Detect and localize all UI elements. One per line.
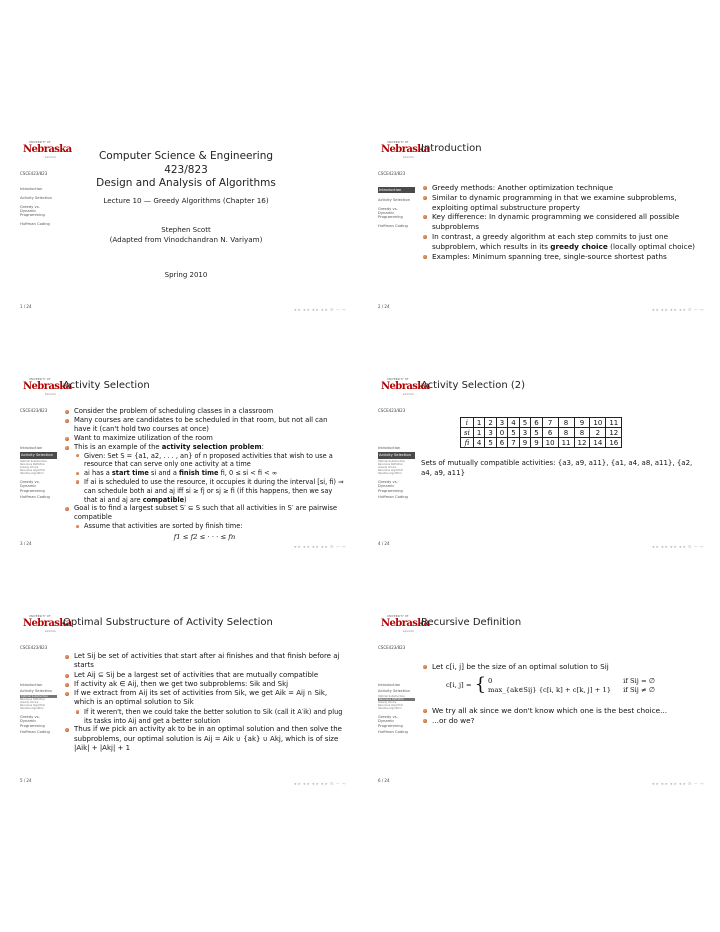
bullet: If we extract from Aij its set of activities from Sik, we get Aik = Aij ∩ Sik, which is an optimal solution to Sik (63, 689, 346, 708)
slide-6 (378, 610, 708, 790)
sidebar-item-greedy-vs-dp[interactable]: Greedy vs. Dynamic Programming (20, 204, 45, 218)
slide-4 (378, 373, 708, 553)
sidebar-item-greedy-vs-dp[interactable]: Greedy vs. Dynamic Programming (378, 206, 403, 220)
course-code: CSCE423/823 (378, 408, 406, 413)
sidebar (20, 639, 57, 790)
slide-header (378, 373, 708, 402)
beamer-nav-controls[interactable]: ◂ ▸ ◂ ▸ ◂ ▸ ◂ ▸ ≡ ∽ ∾ (651, 545, 704, 550)
sidebar-subitem-recursive-algorithm[interactable]: Recursive Algorithm (378, 703, 404, 707)
sidebar-item-activity-selection[interactable]: Activity Selection (378, 197, 410, 202)
bullet: If activity ak ∈ Aij, then we get two subproblems: Sik and Skj (63, 680, 346, 689)
sidebar-subitem-recursive-algorithm[interactable]: Recursive Algorithm (20, 468, 46, 472)
sidebar-nav (20, 683, 57, 739)
course-code: CSCE423/823 (378, 645, 406, 650)
page-number: 4 / 24 (378, 541, 390, 546)
bullet: Greedy methods: Another optimization technique (421, 183, 704, 193)
sidebar-subitem-optimal-substructure[interactable]: Optimal Substructure (378, 694, 405, 698)
sidebar-subitem-iterative-algorithm[interactable]: Iterative Algorithm (20, 471, 44, 475)
slide-title: Recursive Definition (421, 617, 522, 628)
bullet: Let c[i, j] be the size of an optimal solution to Sij (421, 662, 704, 672)
sidebar-subitem-optimal-substructure[interactable]: Optimal Substructure (378, 459, 405, 463)
slide-body-top (421, 662, 704, 672)
unl-logo: UNIVERSITY OF Nebraska Lincoln (381, 378, 430, 396)
sidebar-subitem-iterative-algorithm[interactable]: Iterative Algorithm (378, 706, 402, 710)
slide-body (421, 183, 704, 261)
semester: Spring 2010 (164, 271, 208, 279)
sidebar-item-huffman[interactable]: Huffman Coding (378, 494, 408, 499)
author: Stephen Scott (161, 225, 211, 234)
sidebar (378, 402, 415, 553)
sidebar-item-huffman[interactable]: Huffman Coding (20, 729, 50, 734)
sidebar-nav (378, 446, 415, 504)
sidebar-item-activity-selection[interactable]: Activity Selection (20, 452, 57, 458)
beamer-nav-controls[interactable]: ◂ ▸ ◂ ▸ ◂ ▸ ◂ ▸ ≡ ∽ ∾ (651, 308, 704, 313)
bullet: This is an example of the activity selection problem: (63, 443, 346, 452)
sidebar-item-introduction[interactable]: Introduction (20, 446, 43, 450)
sidebar-subitem-recursive-algorithm[interactable]: Recursive Algorithm (378, 468, 404, 472)
table-row-s: si 1 3 0 5 3 5 6 8 8 2 12 (461, 428, 622, 438)
slide-3 (20, 373, 350, 553)
recurrence-lhs: c[i, j] = (446, 681, 472, 690)
sidebar-subitem-optimal-substructure[interactable]: Optimal Substructure (20, 459, 47, 463)
unl-logo: UNIVERSITY OF Nebraska Lincoln (23, 615, 72, 633)
sidebar-item-greedy-vs-dp[interactable]: Greedy vs. Dynamic Programming (20, 480, 45, 493)
sidebar-item-activity-selection[interactable]: Activity Selection (20, 689, 52, 694)
adapted-from: (Adapted from Vinodchandran N. Variyam) (109, 235, 263, 244)
table-row-i: i 1 2 3 4 5 6 7 8 9 10 11 (461, 418, 622, 428)
sidebar-item-activity-selection[interactable]: Activity Selection (20, 195, 52, 200)
recurrence: c[i, j] = { 0 if Sij = ∅ max_{ak∈Sij} {c[i, k] + c[k, j] + 1} if Sij ≠ ∅ (446, 674, 655, 696)
sub-bullet: If it weren't, then we could take the better solution to Sik (call it A′ik) and plug its tasks into Aij and get a better solution (63, 708, 346, 726)
sidebar-subitem-recursive-definition[interactable]: Recursive Definition (378, 698, 415, 701)
bullet: In contrast, a greedy algorithm at each step commits to just one subproblem, which results in its greedy choice (locally optimal choice) (421, 232, 704, 252)
sidebar-nav (378, 683, 415, 739)
sidebar-subitem-recursive-definition[interactable]: Recursive Definition (20, 697, 46, 701)
sub-bullet: ai has a start time si and a finish time fi, 0 ≤ si < fi < ∞ (63, 469, 346, 478)
course-code: CSCE423/823 (378, 171, 406, 176)
slide-title: Activity Selection (2) (421, 380, 526, 391)
sidebar-item-activity-selection[interactable]: Activity Selection (378, 689, 410, 694)
bullet: Let Aij ⊆ Sij be a largest set of activities that are mutually compatible (63, 671, 346, 680)
beamer-nav-controls[interactable]: ◂ ▸ ◂ ▸ ◂ ▸ ◂ ▸ ≡ ∽ ∾ (293, 782, 346, 787)
unl-logo: UNIVERSITY OF Nebraska Lincoln (23, 141, 72, 159)
sidebar-item-introduction[interactable]: Introduction (20, 683, 43, 687)
title-block (80, 150, 292, 279)
slide-title: Introduction (421, 143, 482, 154)
sidebar-subitem-greedy-choice[interactable]: Greedy Choice (20, 700, 39, 704)
sidebar-item-introduction[interactable]: Introduction (378, 187, 415, 193)
sidebar-item-greedy-vs-dp[interactable]: Greedy vs. Dynamic Programming (378, 715, 403, 728)
bullet: Similar to dynamic programming in that we examine subproblems, exploiting optimal substructure property (421, 193, 704, 213)
slide-header (378, 610, 708, 639)
activity-table (460, 417, 622, 448)
bullet: Want to maximize utilization of the room (63, 434, 346, 443)
course-code: CSCE423/823 (20, 408, 48, 413)
page-number: 2 / 24 (378, 304, 390, 309)
sub-bullet: Given: Set S = {a1, a2, . . . , an} of n proposed activities that wish to use a resource that can serve only one activity at a time (63, 452, 346, 470)
slide-header (378, 136, 708, 165)
page-number: 5 / 24 (20, 778, 32, 783)
compatible-sets: Sets of mutually compatible activities: {a3, a9, a11}, {a1, a4, a8, a11}, {a2, a4, a9, a11} (421, 459, 693, 477)
page-number: 6 / 24 (378, 778, 390, 783)
slide-5 (20, 610, 350, 790)
beamer-nav-controls[interactable]: ◂ ▸ ◂ ▸ ◂ ▸ ◂ ▸ ≡ ∽ ∾ (293, 545, 346, 550)
sidebar-item-activity-selection[interactable]: Activity Selection (378, 452, 415, 458)
slide-1 (20, 136, 350, 316)
sidebar-item-introduction[interactable]: Introduction (378, 683, 401, 687)
sidebar (20, 402, 57, 553)
course-code: CSCE423/823 (20, 171, 48, 176)
slide-body (63, 407, 346, 542)
brace: { (474, 674, 487, 696)
sidebar-nav (20, 446, 57, 504)
slide-body (63, 652, 346, 753)
beamer-nav-controls[interactable]: ◂ ▸ ◂ ▸ ◂ ▸ ◂ ▸ ≡ ∽ ∾ (293, 308, 346, 313)
sidebar (20, 165, 57, 316)
bullet: Let Sij be set of activities that start after ai finishes and that finish before aj starts (63, 652, 346, 671)
sidebar-subitem-recursive-algorithm[interactable]: Recursive Algorithm (20, 703, 46, 707)
bullet: Examples: Minimum spanning tree, single-source shortest paths (421, 252, 704, 262)
slide-header (20, 610, 350, 639)
unl-logo: UNIVERSITY OF Nebraska Lincoln (23, 378, 72, 396)
sidebar-subitem-recursive-definition[interactable]: Recursive Definition (20, 462, 46, 466)
sub-bullet: Assume that activities are sorted by finish time: (63, 522, 346, 531)
bullet: Key difference: In dynamic programming we considered all possible subproblems (421, 212, 704, 232)
sidebar-subitem-iterative-algorithm[interactable]: Iterative Algorithm (20, 706, 44, 710)
slide-body-bottom (421, 706, 704, 726)
sidebar-nav (378, 187, 415, 233)
table-row-f: fi 4 5 6 7 9 9 10 11 12 14 16 (461, 438, 622, 448)
unl-logo: UNIVERSITY OF Nebraska Lincoln (381, 615, 430, 633)
bullet: Thus if we pick an activity ak to be in an optimal solution and then solve the subproblems, our optimal solution is Aij = Aik ∪ {ak} ∪ Akj, which is of size |Aik| + |Akj| + 1 (63, 725, 346, 753)
page-number: 3 / 24 (20, 541, 32, 546)
sidebar-item-greedy-vs-dp[interactable]: Greedy vs. Dynamic Programming (378, 480, 403, 493)
sidebar-item-introduction[interactable]: Introduction (20, 187, 43, 191)
sidebar-item-huffman[interactable]: Huffman Coding (378, 223, 408, 228)
course-subtitle: Design and Analysis of Algorithms (96, 177, 276, 189)
course-title: Computer Science & Engineering 423/823 (98, 150, 274, 176)
sidebar-item-greedy-vs-dp[interactable]: Greedy vs. Dynamic Programming (20, 715, 45, 728)
slide-2 (378, 136, 708, 316)
bullet: ...or do we? (421, 716, 704, 726)
sidebar-item-huffman[interactable]: Huffman Coding (378, 729, 408, 734)
beamer-nav-controls[interactable]: ◂ ▸ ◂ ▸ ◂ ▸ ◂ ▸ ≡ ∽ ∾ (651, 782, 704, 787)
sidebar-subitem-greedy-choice[interactable]: Greedy Choice (378, 465, 397, 469)
sidebar-subitem-optimal-substructure[interactable]: Optimal Substructure (20, 695, 57, 698)
sidebar-item-introduction[interactable]: Introduction (378, 446, 401, 450)
sidebar-subitem-greedy-choice[interactable]: Greedy Choice (378, 700, 397, 704)
bullet: Goal is to find a largest subset S′ ⊆ S such that all activities in S′ are pairwise compatible (63, 504, 346, 522)
course-code: CSCE423/823 (20, 645, 48, 650)
sidebar-subitem-iterative-algorithm[interactable]: Iterative Algorithm (378, 471, 402, 475)
unl-logo: UNIVERSITY OF Nebraska Lincoln (381, 141, 430, 159)
page-number: 1 / 24 (20, 304, 32, 309)
sidebar-subitem-greedy-choice[interactable]: Greedy Choice (20, 465, 39, 469)
slide-header (20, 373, 350, 402)
sub-bullet: If ai is scheduled to use the resource, it occupies it during the interval [si, fi) ⇒ can schedule both ai and aj iff si ≥ fj or sj ≥ fi (if this happens, then we say that ai and aj are compatible) (63, 478, 346, 504)
sidebar-subitem-recursive-definition[interactable]: Recursive Definition (378, 462, 404, 466)
sidebar (378, 639, 415, 790)
sidebar-item-huffman[interactable]: Huffman Coding (20, 221, 50, 226)
sidebar (378, 165, 415, 316)
sidebar-item-huffman[interactable]: Huffman Coding (20, 494, 50, 499)
sorted-finish-times: f1 ≤ f2 ≤ · · · ≤ fn (173, 532, 236, 541)
sidebar-nav (20, 187, 57, 231)
bullet: We try all ak since we don't know which one is the best choice... (421, 706, 704, 716)
bullet: Many courses are candidates to be scheduled in that room, but not all can have it (can't hold two courses at once) (63, 416, 346, 434)
slide-title: Optimal Substructure of Activity Selection (63, 617, 273, 628)
lecture-title: Lecture 10 — Greedy Algorithms (Chapter 16) (103, 195, 269, 205)
slide-title: Activity Selection (63, 380, 150, 391)
bullet: Consider the problem of scheduling classes in a classroom (63, 407, 346, 416)
